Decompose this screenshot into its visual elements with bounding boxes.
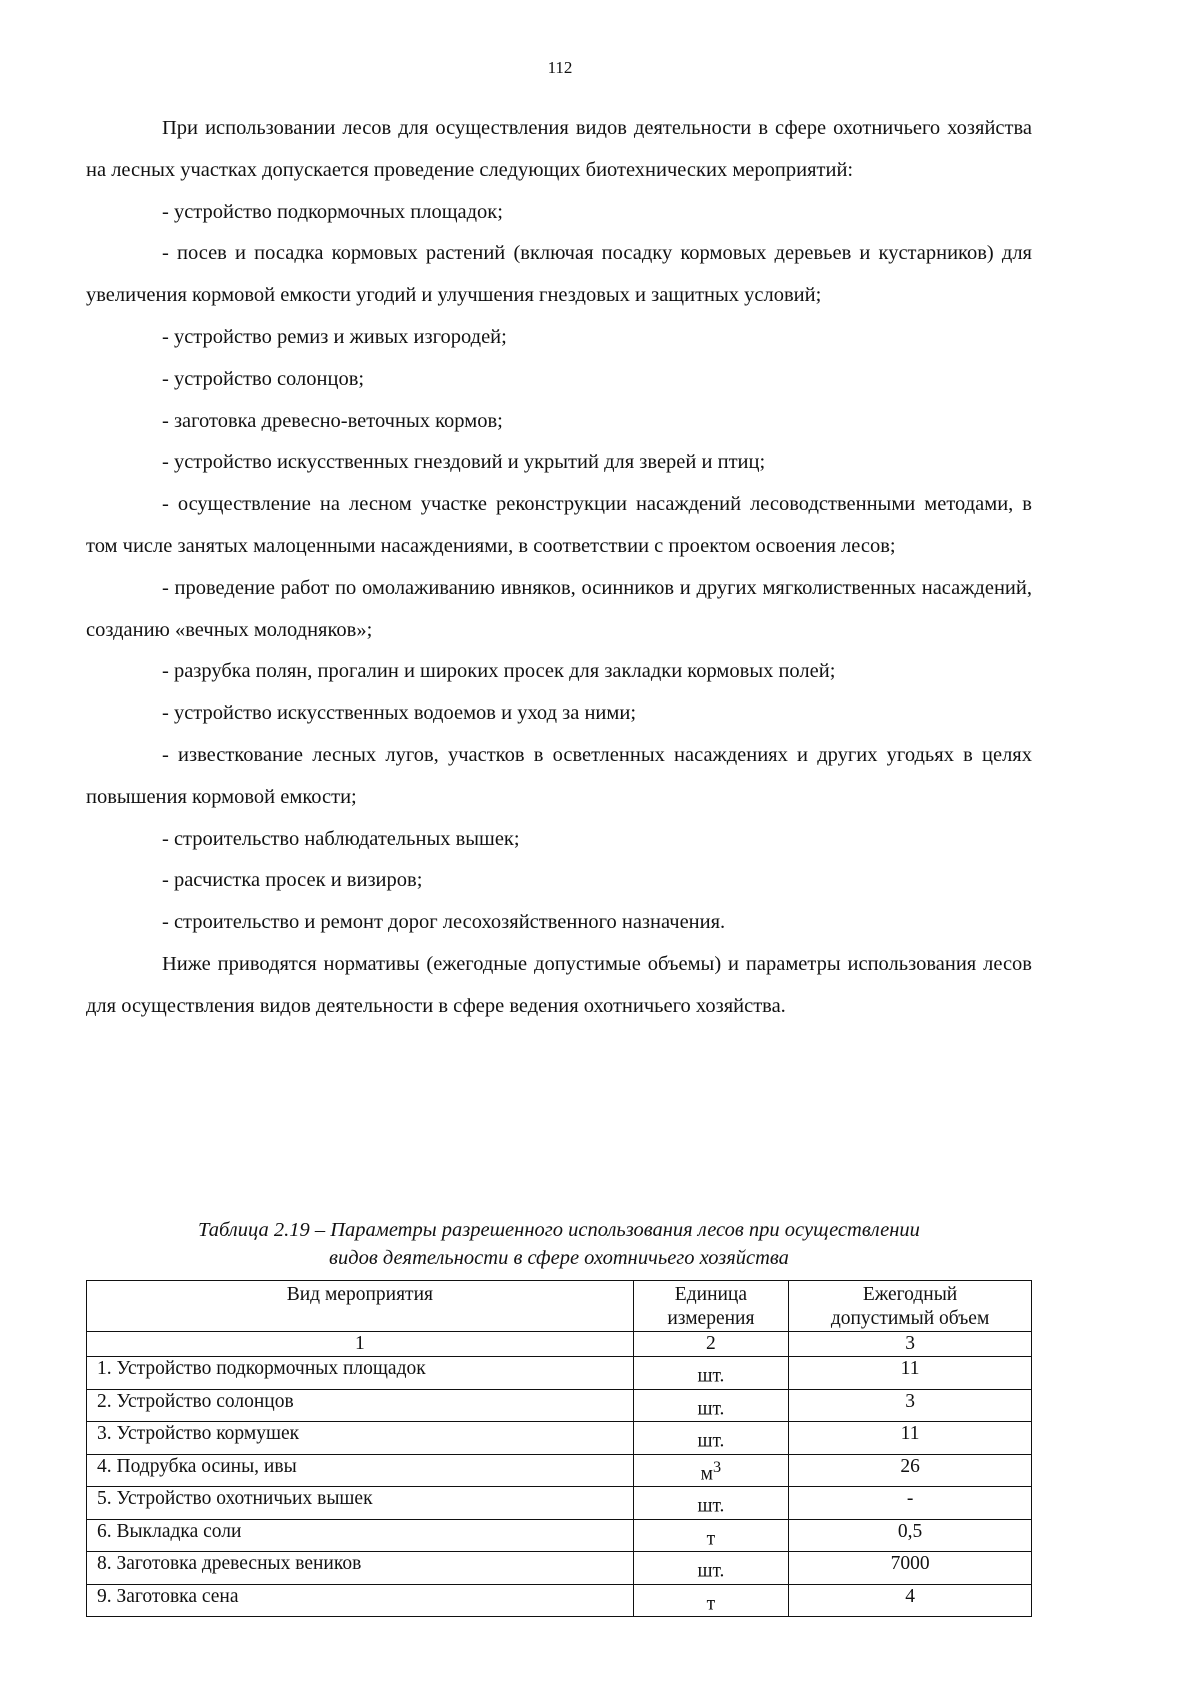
activity-name: 3. Устройство кормушек: [87, 1422, 634, 1455]
unit: шт.: [697, 1560, 725, 1582]
column-number: 2: [633, 1332, 788, 1357]
page-number: 112: [547, 58, 573, 77]
annual-volume: -: [789, 1487, 1032, 1520]
unit-cell: [633, 1422, 788, 1455]
table-caption: [86, 1216, 1032, 1272]
list-item: - осуществление на лесном участке реконструкции насаждений лесоводственными методами, в том числе занятых малоценными насаждениями, в соответствии с проектом освоения лесов;: [86, 493, 1032, 557]
activity-name: 9. Заготовка сена: [87, 1584, 634, 1617]
annual-volume: 3: [789, 1389, 1032, 1422]
unit-cell: [633, 1552, 788, 1585]
column-number-row: [87, 1332, 1032, 1357]
header-volume: [789, 1281, 1032, 1332]
annual-volume: 26: [789, 1454, 1032, 1487]
column-number: 1: [87, 1332, 634, 1357]
activity-name: 8. Заготовка древесных веников: [87, 1552, 634, 1585]
list-item: - устройство подкормочных площадок;: [162, 200, 503, 223]
unit-cell: [633, 1584, 788, 1617]
unit-superscript: 3: [713, 1457, 722, 1476]
unit: шт.: [697, 1398, 725, 1419]
annual-volume: 11: [789, 1357, 1032, 1390]
list-item: - проведение работ по омолаживанию ивняков, осинников и других мягколиственных насаждений, созданию «вечных молодняков»;: [86, 576, 1032, 641]
annual-volume: 11: [789, 1422, 1032, 1455]
unit-cell: [633, 1487, 788, 1520]
table-row: [87, 1422, 1032, 1455]
list-item: - разрубка полян, прогалин и широких просек для закладки кормовых полей;: [162, 660, 836, 683]
table-row: [87, 1389, 1032, 1422]
unit-cell: [633, 1454, 788, 1487]
activity-name: 6. Выкладка соли: [87, 1519, 634, 1552]
list-item: - устройство ремиз и живых изгородей;: [162, 325, 507, 348]
unit: т: [706, 1593, 716, 1614]
annual-volume: 4: [789, 1584, 1032, 1617]
table-row: [87, 1519, 1032, 1552]
header-volume-line1: Ежегодный: [862, 1284, 958, 1305]
list-item: - посев и посадка кормовых растений (включая посадку кормовых деревьев и кустарников) для увеличения кормовой емкости угодий и улучшения гнездовых и защитных условий;: [86, 242, 1032, 307]
unit-cell: [633, 1519, 788, 1552]
unit: шт.: [697, 1365, 725, 1387]
table-row: [87, 1552, 1032, 1585]
activity-name: 4. Подрубка осины, ивы: [87, 1454, 634, 1487]
paragraph-intro: При использовании лесов для осуществления видов деятельности в сфере охотничьего хозяйства на лесных участках допускается проведение следующих биотехнических мероприятий:: [86, 117, 1032, 181]
header-activity: Вид мероприятия: [87, 1281, 634, 1332]
list-item: - устройство искусственных водоемов и уход за ними;: [162, 702, 637, 725]
unit: м: [700, 1463, 714, 1484]
table-row: [87, 1357, 1032, 1390]
table-row: [87, 1454, 1032, 1487]
list-item: - устройство искусственных гнездовий и укрытий для зверей и птиц;: [162, 451, 766, 474]
paragraph-norms: Ниже приводятся нормативы (ежегодные допустимые объемы) и параметры использования лесов для осуществления видов деятельности в сфере ведения охотничьего хозяйства.: [86, 952, 1032, 1017]
activity-name: 5. Устройство охотничьих вышек: [87, 1487, 634, 1520]
list-item: - известкование лесных лугов, участков в осветленных насаждениях и других угодьях в целях повышения кормовой емкости;: [86, 743, 1032, 808]
annual-volume: 0,5: [789, 1519, 1032, 1552]
activity-name: 1. Устройство подкормочных площадок: [87, 1357, 634, 1390]
unit: шт.: [697, 1430, 725, 1452]
header-unit-line1: Единица: [674, 1284, 748, 1305]
list-item: - расчистка просек и визиров;: [162, 869, 423, 892]
table-row: [87, 1584, 1032, 1617]
parameters-table: [86, 1280, 1032, 1617]
list-item: - устройство солонцов;: [162, 367, 365, 390]
list-item: - строительство наблюдательных вышек;: [162, 827, 520, 850]
unit-cell: [633, 1357, 788, 1390]
table-caption-line2: видов деятельности в сфере охотничьего хозяйства: [329, 1247, 789, 1269]
unit: шт.: [697, 1495, 725, 1517]
list-item: - заготовка древесно-веточных кормов;: [162, 409, 503, 432]
annual-volume: 7000: [789, 1552, 1032, 1585]
activity-name: 2. Устройство солонцов: [87, 1389, 634, 1422]
column-number: 3: [789, 1332, 1032, 1357]
header-unit: [633, 1281, 788, 1332]
list-item: - строительство и ремонт дорог лесохозяйственного назначения.: [162, 911, 726, 934]
table-header-row: [87, 1281, 1032, 1332]
body-text: [86, 108, 1032, 1028]
unit: т: [706, 1528, 716, 1549]
header-unit-line2: измерения: [667, 1308, 755, 1329]
table-row: [87, 1487, 1032, 1520]
header-volume-line2: допустимый объем: [830, 1308, 990, 1329]
table-caption-line1: Таблица 2.19 – Параметры разрешенного использования лесов при осуществлении: [198, 1219, 920, 1241]
unit-cell: [633, 1389, 788, 1422]
